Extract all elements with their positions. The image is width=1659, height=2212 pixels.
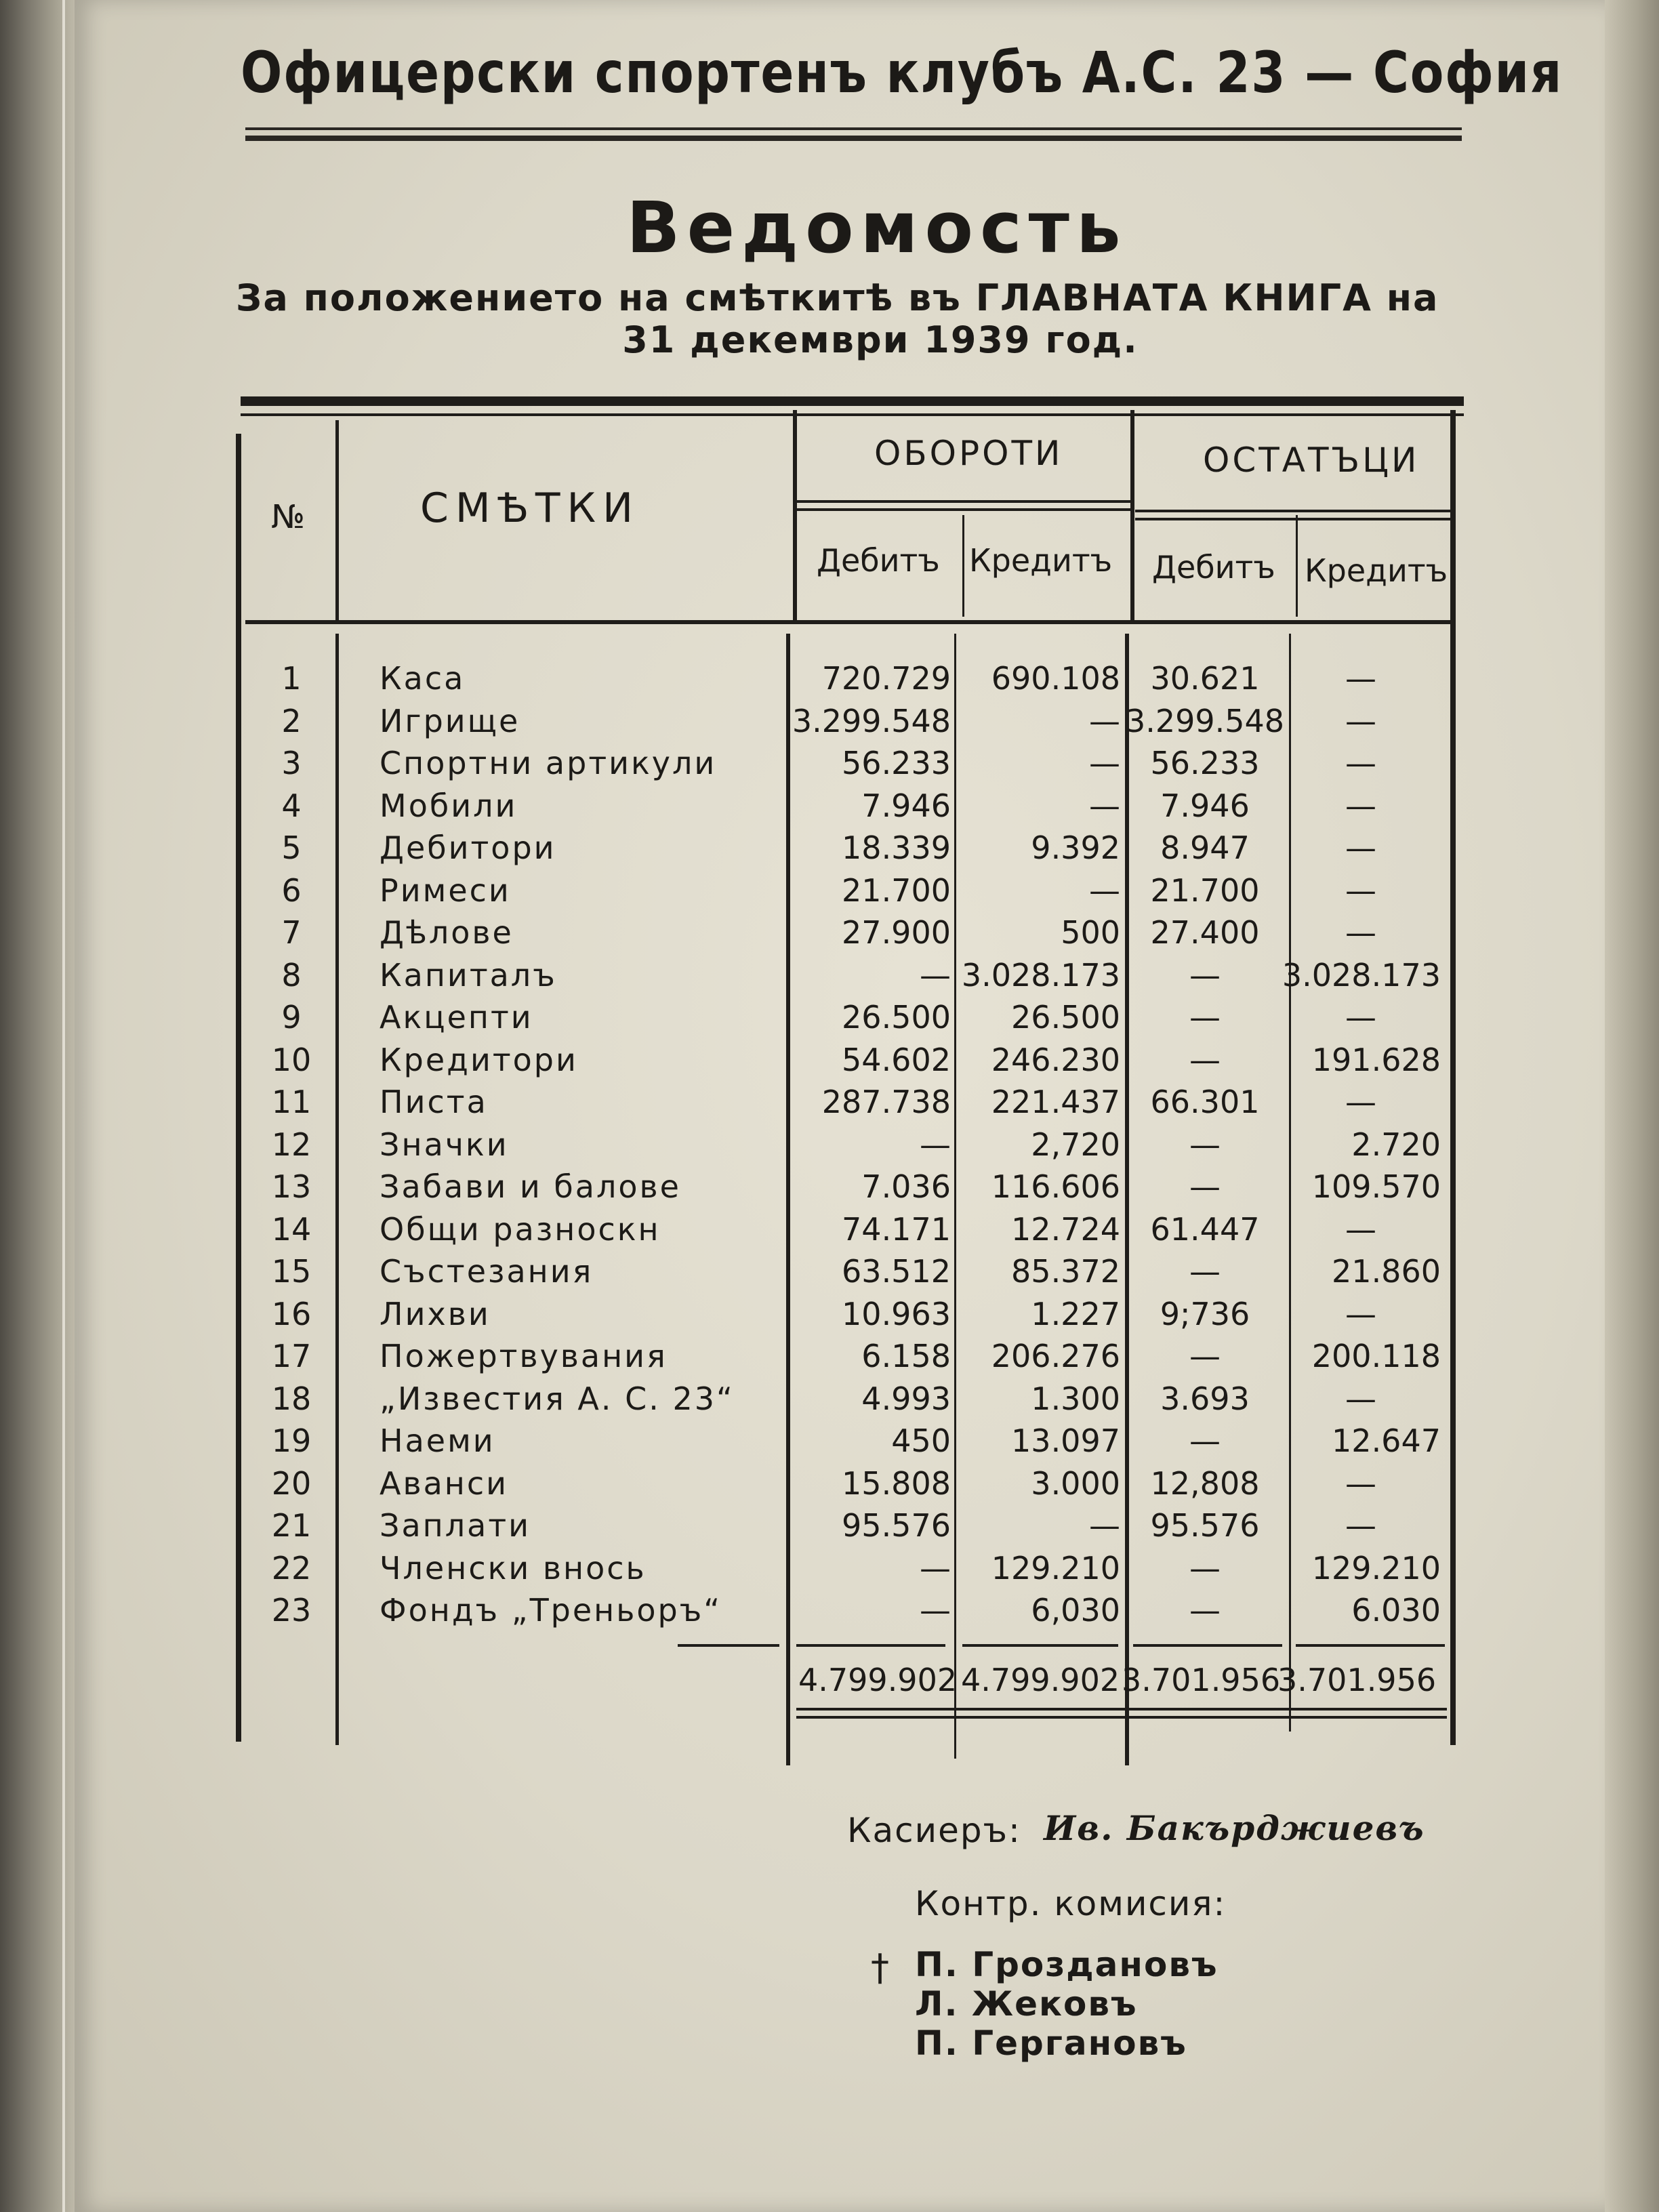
- turnover-debit: —: [920, 1592, 951, 1629]
- table-row: [0, 785, 1659, 827]
- total-turnover-credit: 4.799.902: [961, 1662, 1120, 1698]
- account-name: Фондъ „Треньоръ“: [380, 1592, 722, 1629]
- col-header-accounts: СМѢТКИ: [420, 485, 640, 532]
- turnover-debit: 21.700: [842, 872, 951, 909]
- table-top-rule: [241, 396, 1464, 406]
- balances-rule: [1135, 510, 1454, 512]
- turnover-debit: 74.171: [842, 1210, 951, 1248]
- name-col-total-rule: [678, 1644, 779, 1647]
- account-name: Кредитори: [380, 1041, 578, 1078]
- table-row: [0, 1166, 1659, 1208]
- table-row: [0, 657, 1659, 700]
- document-subtitle: За положението на смѣткитѣ въ ГЛАВНАТА КНИГА на: [236, 276, 1439, 319]
- turnover-credit: 9.392: [1031, 830, 1120, 866]
- row-number: 7: [281, 914, 302, 951]
- balance-credit: —: [1345, 1295, 1376, 1332]
- row-number: 16: [271, 1295, 312, 1332]
- committee-member-2: Л. Жековъ: [915, 1984, 1138, 2024]
- balance-credit: —: [1345, 872, 1376, 909]
- row-number: 20: [271, 1465, 312, 1502]
- balance-credit: 21.860: [1332, 1253, 1441, 1290]
- col-divider-balances-credit-head: [1296, 515, 1298, 617]
- balance-credit: —: [1345, 745, 1376, 781]
- header-rule: [245, 127, 1462, 130]
- balance-debit: —: [1189, 1126, 1221, 1163]
- balances-credit-header: Кредитъ: [1305, 552, 1448, 589]
- balance-debit: 56.233: [1150, 745, 1260, 781]
- turnover-debit: 54.602: [842, 1041, 951, 1078]
- balance-credit: —: [1345, 1380, 1376, 1417]
- table-row: [0, 827, 1659, 869]
- row-number: 1: [281, 660, 302, 697]
- turnover-debit-header: Дебитъ: [817, 542, 940, 579]
- turnover-credit-header: Кредитъ: [969, 542, 1113, 579]
- balance-credit: —: [1345, 914, 1376, 951]
- total-balances-credit: 3.701.956: [1277, 1662, 1437, 1698]
- col-divider-turnover-credit-head: [962, 515, 964, 617]
- account-name: Дебитори: [380, 830, 556, 866]
- turnover-credit: 85.372: [1011, 1253, 1120, 1290]
- balance-credit: —: [1345, 1084, 1376, 1120]
- turnover-credit: 1.227: [1031, 1295, 1120, 1332]
- turnover-credit: 12.724: [1011, 1210, 1120, 1248]
- row-number: 9: [281, 999, 302, 1036]
- row-number: 14: [271, 1210, 312, 1248]
- balance-debit: —: [1189, 1253, 1221, 1290]
- turnover-credit: 2,720: [1031, 1126, 1120, 1163]
- account-name: Забави и балове: [380, 1168, 681, 1205]
- col-divider-balances-head: [1130, 410, 1134, 620]
- table-row: [0, 1124, 1659, 1166]
- balance-credit: —: [1345, 1465, 1376, 1502]
- row-number: 23: [271, 1592, 312, 1629]
- balance-credit: —: [1345, 702, 1376, 739]
- club-header: Офицерски спортенъ клубъ А.С. 23 — София: [241, 39, 1563, 106]
- row-number: 10: [271, 1041, 312, 1078]
- table-row: [0, 700, 1659, 743]
- total-rule-c: [1133, 1644, 1282, 1647]
- balance-credit: 2.720: [1351, 1126, 1441, 1163]
- balance-debit: 3.299.548: [1125, 702, 1285, 739]
- row-number: 2: [281, 702, 302, 739]
- turnover-debit: —: [920, 1549, 951, 1586]
- turnover-debit: 720.729: [821, 660, 951, 697]
- turnover-rule: [796, 500, 1132, 503]
- account-name: Наеми: [380, 1422, 495, 1459]
- balance-credit: 191.628: [1311, 1041, 1441, 1078]
- turnover-credit: —: [1089, 872, 1120, 909]
- balance-credit: 3.028.173: [1282, 956, 1441, 994]
- table-row: [0, 1039, 1659, 1082]
- balance-debit: —: [1189, 1041, 1221, 1078]
- balance-credit: 6.030: [1351, 1592, 1441, 1629]
- col-divider-turnover-head: [793, 410, 797, 620]
- table-row: [0, 869, 1659, 912]
- turnover-credit: 3.028.173: [961, 956, 1120, 994]
- balance-debit: 9;736: [1160, 1295, 1250, 1332]
- row-number: 8: [281, 956, 302, 994]
- balance-debit: 7.946: [1160, 787, 1250, 824]
- total-double-rule-2: [796, 1716, 1447, 1719]
- turnover-credit: —: [1089, 1507, 1120, 1544]
- row-number: 17: [271, 1338, 312, 1374]
- table-row: [0, 1293, 1659, 1336]
- balance-credit: 129.210: [1311, 1549, 1441, 1586]
- committee-label: Контр. комисия:: [915, 1884, 1227, 1923]
- turnover-credit: 206.276: [991, 1338, 1120, 1374]
- balance-debit: 30.621: [1150, 660, 1260, 697]
- turnover-debit: 27.900: [842, 914, 951, 951]
- cashier-label: Касиеръ:: [847, 1811, 1021, 1850]
- turnover-credit: 690.108: [991, 660, 1120, 697]
- document-title: Ведомость: [626, 186, 1128, 269]
- account-name: Значки: [380, 1126, 509, 1163]
- group-header-balances: ОСТАТЪЦИ: [1203, 441, 1420, 480]
- table-row: [0, 1335, 1659, 1378]
- table-row: [0, 1420, 1659, 1462]
- cashier-name: Ив. Бакърджиевъ: [1044, 1808, 1425, 1848]
- account-name: Капиталъ: [380, 956, 557, 994]
- total-rule-a: [796, 1644, 945, 1647]
- account-name: Заплати: [380, 1507, 531, 1544]
- turnover-credit: —: [1089, 787, 1120, 824]
- row-number: 6: [281, 872, 302, 909]
- turnover-debit: 63.512: [842, 1253, 951, 1290]
- row-number: 13: [271, 1168, 312, 1205]
- balance-debit: 3.693: [1160, 1380, 1250, 1417]
- table-row: [0, 912, 1659, 954]
- account-name: Писта: [380, 1084, 488, 1120]
- row-number: 19: [271, 1422, 312, 1459]
- total-rule-b: [962, 1644, 1118, 1647]
- balance-credit: —: [1345, 830, 1376, 866]
- row-number: 15: [271, 1253, 312, 1290]
- turnover-debit: 3.299.548: [792, 702, 951, 739]
- header-rule-thick: [245, 136, 1462, 141]
- turnover-debit: 7.946: [861, 787, 951, 824]
- turnover-debit: —: [920, 956, 951, 994]
- account-name: Акцепти: [380, 999, 533, 1036]
- turnover-debit: 7.036: [861, 1168, 951, 1205]
- col-divider-no: [335, 420, 339, 623]
- table-row: [0, 1504, 1659, 1547]
- account-name: Спортни артикули: [380, 745, 717, 781]
- account-name: Дѣлове: [380, 914, 514, 951]
- turnover-credit: 221.437: [991, 1084, 1120, 1120]
- balance-debit: —: [1189, 1168, 1221, 1205]
- turnover-debit: 18.339: [842, 830, 951, 866]
- turnover-credit: 500: [1061, 914, 1120, 951]
- balance-debit: —: [1189, 956, 1221, 994]
- balance-credit: —: [1345, 1507, 1376, 1544]
- committee-member-3: П. Гергановъ: [915, 2024, 1187, 2063]
- turnover-credit: 26.500: [1011, 999, 1120, 1036]
- balance-credit: —: [1345, 1210, 1376, 1248]
- balance-credit: 12.647: [1332, 1422, 1441, 1459]
- turnover-credit: 246.230: [991, 1041, 1120, 1078]
- table-row: [0, 1589, 1659, 1632]
- ledger-rows: [0, 657, 1659, 1632]
- turnover-debit: 287.738: [821, 1084, 951, 1120]
- balance-debit: —: [1189, 999, 1221, 1036]
- account-name: Аванси: [380, 1465, 509, 1502]
- row-number: 22: [271, 1549, 312, 1586]
- turnover-debit: 26.500: [842, 999, 951, 1036]
- account-name: Римеси: [380, 872, 511, 909]
- total-double-rule-1: [796, 1708, 1447, 1711]
- balance-debit: —: [1189, 1549, 1221, 1586]
- balance-credit: 200.118: [1311, 1338, 1441, 1374]
- account-name: Състезания: [380, 1253, 594, 1290]
- table-row: [0, 1462, 1659, 1505]
- table-row: [0, 742, 1659, 785]
- balance-debit: —: [1189, 1422, 1221, 1459]
- table-top-rule-thin: [241, 413, 1464, 416]
- turnover-credit: 1.300: [1031, 1380, 1120, 1417]
- row-number: 18: [271, 1380, 312, 1417]
- turnover-debit: 56.233: [842, 745, 951, 781]
- account-name: Мобили: [380, 787, 518, 824]
- table-row: [0, 954, 1659, 997]
- turnover-credit: —: [1089, 702, 1120, 739]
- row-number: 11: [271, 1084, 312, 1120]
- col-header-no: №: [271, 498, 305, 536]
- total-turnover-debit: 4.799.902: [798, 1662, 958, 1698]
- balance-debit: 66.301: [1150, 1084, 1260, 1120]
- table-row: [0, 1081, 1659, 1124]
- turnover-debit: 95.576: [842, 1507, 951, 1544]
- total-rule-d: [1296, 1644, 1445, 1647]
- account-name: Общи разноскн: [380, 1210, 661, 1248]
- row-number: 12: [271, 1126, 312, 1163]
- balance-debit: 8.947: [1160, 830, 1250, 866]
- turnover-debit: 450: [891, 1422, 951, 1459]
- balance-credit: —: [1345, 660, 1376, 697]
- balance-credit: —: [1345, 999, 1376, 1036]
- group-header-turnover: ОБОРОТИ: [874, 434, 1063, 473]
- deceased-cross: †: [871, 1946, 890, 1989]
- row-number: 3: [281, 745, 302, 781]
- turnover-debit: 15.808: [842, 1465, 951, 1502]
- account-name: „Известия А. С. 23“: [380, 1380, 735, 1417]
- account-name: Членски внось: [380, 1549, 647, 1586]
- balance-debit: 12,808: [1150, 1465, 1260, 1502]
- balance-debit: 27.400: [1150, 914, 1260, 951]
- turnover-credit: 6,030: [1031, 1592, 1120, 1629]
- total-balances-debit: 3.701.956: [1122, 1662, 1281, 1698]
- turnover-credit: 129.210: [991, 1549, 1120, 1586]
- document-date: 31 декември 1939 год.: [622, 319, 1139, 361]
- table-row: [0, 996, 1659, 1039]
- balance-debit: —: [1189, 1338, 1221, 1374]
- balance-debit: —: [1189, 1592, 1221, 1629]
- turnover-rule-2: [796, 508, 1132, 511]
- balance-debit: 21.700: [1150, 872, 1260, 909]
- account-name: Лихви: [380, 1295, 491, 1332]
- account-name: Пожертвувания: [380, 1338, 668, 1374]
- table-row: [0, 1547, 1659, 1590]
- turnover-credit: 116.606: [991, 1168, 1120, 1205]
- balance-debit: 95.576: [1150, 1507, 1260, 1544]
- row-number: 5: [281, 830, 302, 866]
- header-bottom-rule: [245, 620, 1455, 624]
- turnover-credit: —: [1089, 745, 1120, 781]
- balances-debit-header: Дебитъ: [1152, 549, 1275, 586]
- table-row: [0, 1378, 1659, 1420]
- row-number: 21: [271, 1507, 312, 1544]
- balance-credit: —: [1345, 787, 1376, 824]
- account-name: Игрище: [380, 702, 520, 739]
- balance-debit: 61.447: [1150, 1210, 1260, 1248]
- turnover-credit: 3.000: [1031, 1465, 1120, 1502]
- table-row: [0, 1208, 1659, 1251]
- turnover-debit: 6.158: [861, 1338, 951, 1374]
- row-number: 4: [281, 787, 302, 824]
- turnover-credit: 13.097: [1011, 1422, 1120, 1459]
- turnover-debit: 10.963: [842, 1295, 951, 1332]
- table-row: [0, 1250, 1659, 1293]
- turnover-debit: —: [920, 1126, 951, 1163]
- committee-member-1: П. Гроздановъ: [915, 1945, 1218, 1984]
- balances-rule-2: [1135, 518, 1454, 520]
- account-name: Каса: [380, 660, 466, 697]
- turnover-debit: 4.993: [861, 1380, 951, 1417]
- balance-credit: 109.570: [1311, 1168, 1441, 1205]
